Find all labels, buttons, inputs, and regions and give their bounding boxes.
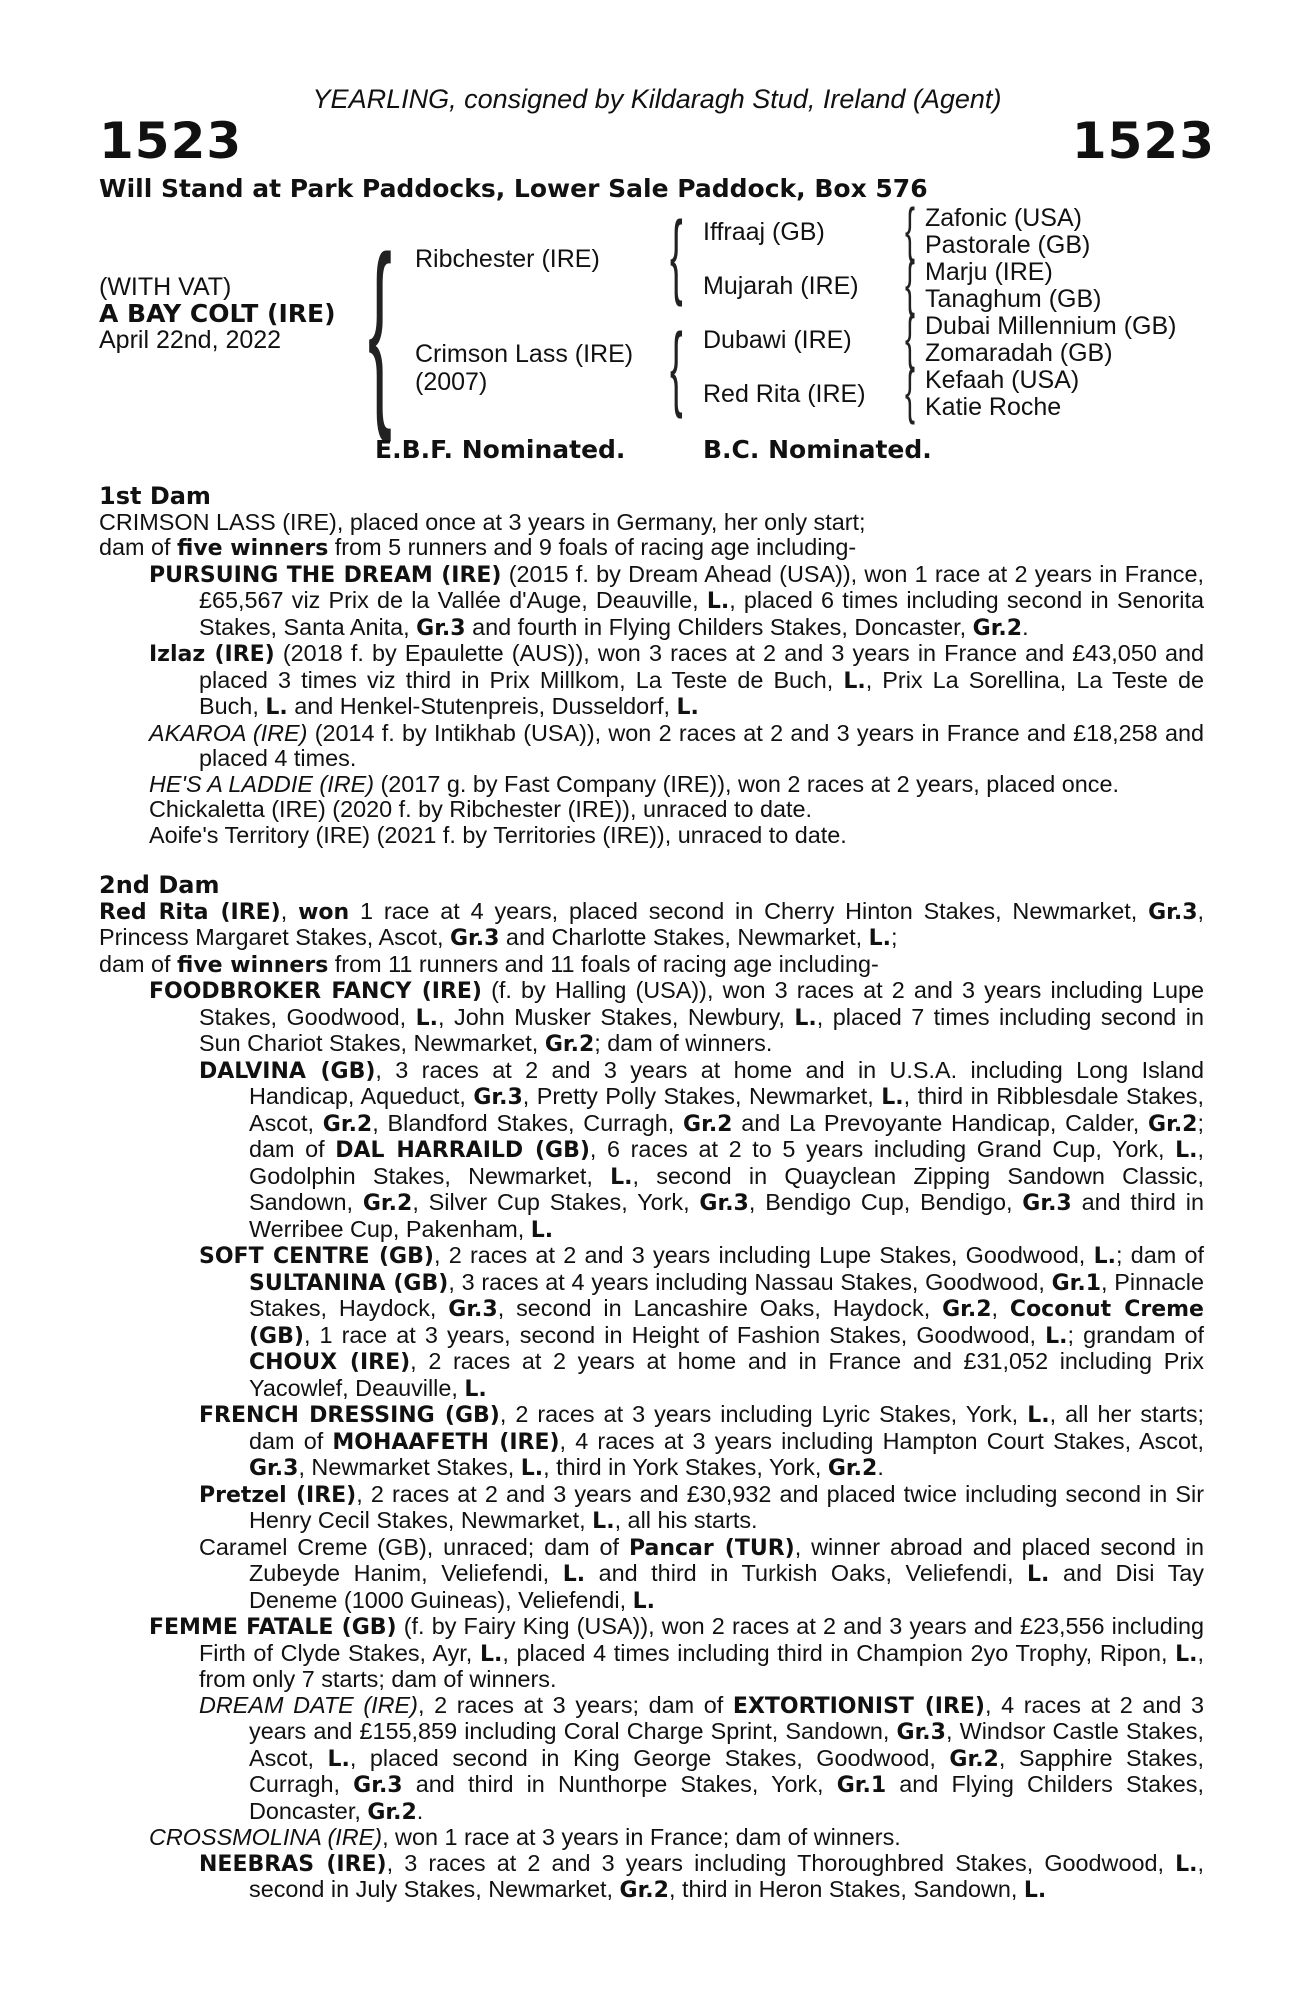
pedigree-g3-2: Pastorale (GB) [925,231,1091,259]
pedigree-bracket-sire: { [670,202,683,308]
second-dam-entry: Red Rita (IRE), won 1 race at 4 years, placed second in Cherry Hinton Stakes, Newmarket, Gr.3, Princess Margaret Stakes, Ascot, Gr.3 and Charlotte Stakes, Newmarket, L.; [99,897,1204,951]
lot-title: A BAY COLT (IRE) [99,299,336,328]
lot-number-left: 1523 [99,112,243,170]
pedigree-bracket-g3: { [905,304,916,371]
first-dam-entry: Chickaletta (IRE) (2020 f. by Ribchester (IRE)), unraced to date. [149,796,813,822]
pedigree-g3-4: Tanaghum (GB) [925,285,1102,313]
lot-number-right: 1523 [1071,112,1215,170]
first-dam-heading: 1st Dam [99,482,211,510]
first-dam-section [99,510,1204,849]
pedigree-dam-year: (2007) [415,368,488,396]
pedigree-bracket-g4: { [905,358,916,425]
pedigree-bracket-g2: { [905,250,916,317]
first-dam-entry: HE'S A LADDIE (IRE) (2017 g. by Fast Company (IRE)), won 2 races at 2 years, placed once. [149,770,1119,797]
pedigree-sire-sire: Iffraaj (GB) [703,218,825,246]
pedigree-dam-dam: Red Rita (IRE) [703,380,866,408]
second-dam-entry: FOODBROKER FANCY (IRE) (f. by Halling (USA)), won 3 races at 2 and 3 years including Lupe Stakes, Goodwood, L., John Musker Stakes, Newbury, L., placed 7 times including second in Sun Chariot Stakes, Newmarket, Gr.2; dam of winners. [149,977,1204,1057]
first-dam-entry: Izlaz (IRE) (2018 f. by Epaulette (AUS)), won 3 races at 2 and 3 years in France and £43,050 and placed 3 times viz third in Prix Millkom, La Teste de Buch, L., Prix La Sorellina, La Teste de Buch, L. and Henkel-Stutenpreis, Dusseldorf, L. [149,640,1204,720]
pedigree-g3-3: Marju (IRE) [925,258,1053,286]
pedigree-g3-5: Dubai Millennium (GB) [925,312,1177,340]
bc-nomination: B.C. Nominated. [703,435,932,464]
first-dam-entry: CRIMSON LASS (IRE), placed once at 3 years in Germany, her only start; [99,508,866,535]
second-dam-entry: Pretzel (IRE), 2 races at 2 and 3 years and £30,932 and placed twice including second in Sir Henry Cecil Stakes, Newmarket, L., all his starts. [199,1480,1204,1534]
first-dam-entry: PURSUING THE DREAM (IRE) (2015 f. by Dream Ahead (USA)), won 1 race at 2 years in France, £65,567 viz Prix de la Vallée d'Auge, Deauville, L., placed 6 times including second in Senorita Stakes, Santa Anita, Gr.3 and fourth in Flying Childers Stakes, Doncaster, Gr.2. [149,560,1205,641]
second-dam-entry: dam of five winners from 11 runners and 11 foals of racing age including- [99,950,879,978]
pedigree-sire: Ribchester (IRE) [415,245,600,273]
ebf-nomination: E.B.F. Nominated. [375,435,626,464]
pedigree-g3-1: Zafonic (USA) [925,204,1082,232]
pedigree-g3-7: Kefaah (USA) [925,366,1080,394]
pedigree-dam-sire: Dubawi (IRE) [703,326,852,354]
second-dam-entry: SOFT CENTRE (GB), 2 races at 2 and 3 years including Lupe Stakes, Goodwood, L.; dam of SULTANINA (GB), 3 races at 4 years including Nassau Stakes, Goodwood, Gr.1, Pinnacle Stakes, Haydock, Gr.3, second in Lancashire Oaks, Haydock, Gr.2, Coconut Creme (GB), 1 race at 3 years, second in Height of Fashion Stakes, Goodwood, L.; grandam of CHOUX (IRE), 2 races at 2 years at home and in France and £31,052 including Prix Yacowlef, Deauville, L. [199,1242,1204,1402]
second-dam-entry: CROSSMOLINA (IRE), won 1 race at 3 years in France; dam of winners. [149,1824,901,1850]
second-dam-entry: FEMME FATALE (GB) (f. by Fairy King (USA)), won 2 races at 2 and 3 years and £23,556 including Firth of Clyde Stakes, Ayr, L., placed 4 times including third in Champion 2yo Trophy, Ripon, L., from only 7 starts; dam of winners. [149,1613,1204,1692]
second-dam-entry: Caramel Creme (GB), unraced; dam of Pancar (TUR), winner abroad and placed second in Zubeyde Hanim, Veliefendi, L. and third in Turkish Oaks, Veliefendi, L. and Disi Tay Deneme (1000 Guineas), Veliefendi, L. [199,1533,1205,1614]
first-dam-entry: Aoife's Territory (IRE) (2021 f. by Territories (IRE)), unraced to date. [149,821,847,848]
pedigree-bracket-gen1: { [368,214,392,443]
second-dam-entry: DALVINA (GB), 3 races at 2 and 3 years at home and in U.S.A. including Long Island Handicap, Aqueduct, Gr.3, Pretty Polly Stakes, Newmarket, L., third in Ribblesdale Stakes, Ascot, Gr.2, Blandford Stakes, Curragh, Gr.2 and La Prevoyante Handicap, Calder, Gr.2; dam of DAL HARRAILD (GB), 6 races at 2 to 5 years including Grand Cup, York, L., Godolphin Stakes, Newmarket, L., second in Quayclean Zipping Sandown Classic, Sandown, Gr.2, Silver Cup Stakes, York, Gr.3, Bendigo Cup, Bendigo, Gr.3 and third in Werribee Cup, Pakenham, L. [199,1056,1204,1243]
foaling-date: April 22nd, 2022 [99,326,282,354]
pedigree-g3-8: Katie Roche [925,393,1062,421]
first-dam-entry: dam of five winners from 5 runners and 9 foals of racing age including- [99,534,857,561]
consignor-subtitle: YEARLING, consigned by Kildaragh Stud, Ireland (Agent) [312,84,1002,114]
pedigree-bracket-dam: { [670,314,683,420]
second-dam-entry: NEEBRAS (IRE), 3 races at 2 and 3 years including Thoroughbred Stakes, Goodwood, L., second in July Stakes, Newmarket, Gr.2, third in Heron Stakes, Sandown, L. [199,1849,1204,1903]
pedigree-g3-6: Zomaradah (GB) [925,339,1113,367]
second-dam-heading: 2nd Dam [99,871,220,899]
vat-note: (WITH VAT) [99,273,232,301]
pedigree-bracket-g1: { [905,196,916,263]
first-dam-entry: AKAROA (IRE) (2014 f. by Intikhab (USA)), won 2 races at 2 and 3 years in France and £18,258 and placed 4 times. [149,719,1204,771]
catalogue-body [99,484,1204,1904]
second-dam-entry: FRENCH DRESSING (GB), 2 races at 3 years including Lyric Stakes, York, L., all her starts; dam of MOHAAFETH (IRE), 4 races at 3 years including Hampton Court Stakes, Ascot, Gr.3, Newmarket Stakes, L., third in York Stakes, York, Gr.2. [199,1401,1205,1481]
pedigree-dam: Crimson Lass (IRE) [415,340,634,368]
pedigree-sire-dam: Mujarah (IRE) [703,272,859,300]
stabling-location: Will Stand at Park Paddocks, Lower Sale Paddock, Box 576 [99,174,928,203]
second-dam-entry: DREAM DATE (IRE), 2 races at 3 years; dam of EXTORTIONIST (IRE), 4 races at 2 and 3 years and £155,859 including Coral Charge Sprint, Sandown, Gr.3, Windsor Castle Stakes, Ascot, L., placed second in King George Stakes, Goodwood, Gr.2, Sapphire Stakes, Curragh, Gr.3 and third in Nunthorpe Stakes, York, Gr.1 and Flying Childers Stakes, Doncaster, Gr.2. [199,1691,1205,1825]
second-dam-section [99,899,1204,1904]
